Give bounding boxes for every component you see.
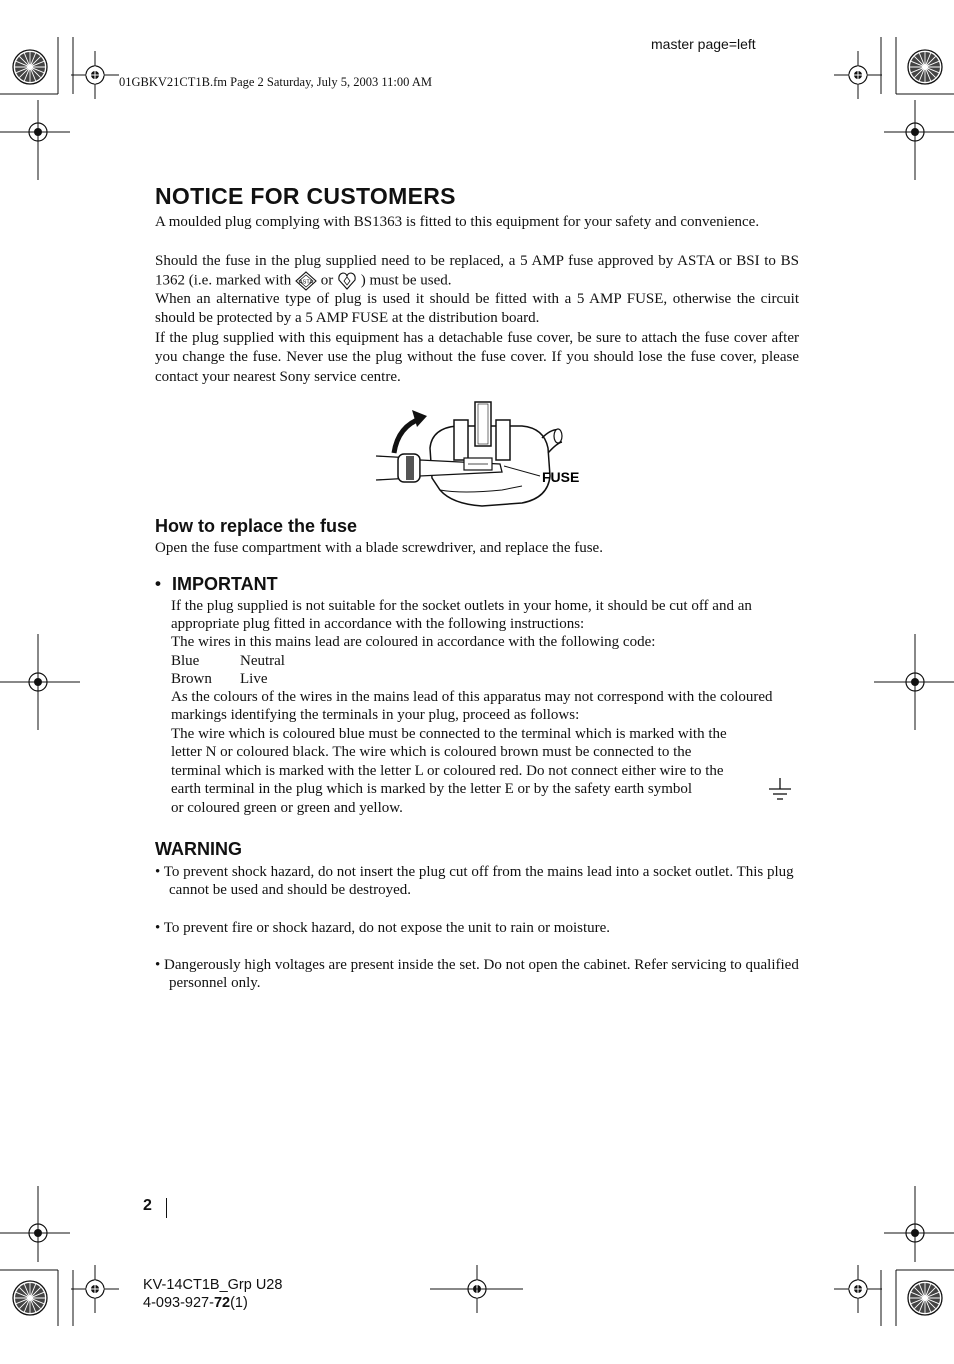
warning-item: • Dangerously high voltages are present inside the set. Do not open the cabinet. Refer servicing to qualified personnel only. [155,957,799,991]
intro-p2-or: or [320,272,334,289]
p4-line: The wire which is coloured blue must be connected to the terminal which is marked with the [171,726,727,742]
part-number: 4-093-927-72(1) [143,1295,248,1311]
model-line: KV-14CT1B_Grp U28 [143,1277,283,1293]
important-paragraph-3: As the colours of the wires in the mains lead of this apparatus may not correspond with the coloured markings identifying the terminals in your plug, proceed as follows: [171,689,773,724]
important-bullet: • [155,574,161,593]
intro-paragraph-1: A moulded plug complying with BS1363 is fitted to this equipment for your safety and convenience. [155,214,760,230]
file-info-line: 01GBKV21CT1B.fm Page 2 Saturday, July 5, 2003 11:00 AM [119,75,432,89]
warning-item: • To prevent shock hazard, do not insert the plug cut off from the mains lead into a socket outlet. This plug cannot be used and should be destroyed. [155,864,794,898]
intro-paragraph-2 [155,252,799,291]
bsi-kitemark-icon [337,271,357,291]
asta-mark-icon [295,271,317,291]
warning-item: • To prevent fire or shock hazard, do not expose the unit to rain or moisture. [155,920,611,936]
wire-colour-code-table [171,652,285,689]
important-heading: IMPORTANT [172,574,278,594]
wire-meaning: Neutral [240,653,285,669]
plug-pin-left [454,420,468,460]
page-number-divider [166,1198,167,1218]
earth-symbol-icon [767,777,793,803]
page-title: NOTICE FOR CUSTOMERS [155,183,456,209]
fuse-label: FUSE [542,469,580,485]
important-paragraph-2: The wires in this mains lead are coloured in accordance with the following code: [171,634,656,650]
wire-colour: Blue [171,653,200,669]
page-number: 2 [143,1197,152,1214]
warning-heading: WARNING [155,839,242,859]
intro-p2-after: ) must be used. [360,272,452,289]
plug-pin-earth [475,402,491,446]
wire-code-row [171,670,285,688]
model-info [143,1276,282,1312]
p4-line: or coloured green or green and yellow. [171,799,403,816]
p4-line: letter N or coloured black. The wire which is coloured brown must be connected to the [171,744,692,761]
intro-paragraph-4: If the plug supplied with this equipment has a detachable fuse cover, be sure to attach the fuse cover after you change the fuse. Never use the plug without the fuse cover. If you should lose the fuse cover, please contact your nearest Sony service centre. [155,330,799,385]
p4-line: terminal which is marked with the letter L or coloured red. Do not connect either wire to the [171,762,724,779]
p4-line: earth terminal in the plug which is marked by the letter E or by the safety earth symbol [171,780,799,798]
important-paragraph-1: If the plug supplied is not suitable for the socket outlets in your home, it should be cut off and an appropriate plug fitted in accordance with the following instructions: [171,598,752,633]
replace-fuse-heading: How to replace the fuse [155,516,358,536]
wire-meaning: Live [240,671,268,688]
intro-p2-before: Should the fuse in the plug supplied need to be replaced, a 5 AMP fuse approved by ASTA or BSI to BS 1362 (i.e. marked with [155,253,799,289]
important-paragraph-4 [171,725,799,817]
replace-fuse-text: Open the fuse compartment with a blade screwdriver, and replace the fuse. [155,540,603,556]
intro-paragraph-3: When an alternative type of plug is used it should be fitted with a 5 AMP FUSE, otherwise the circuit should be protected by a 5 AMP FUSE at the distribution board. [155,291,799,327]
svg-text:ASTA: ASTA [298,279,313,286]
wire-colour: Brown [171,671,212,688]
master-page-label: master page=left [651,36,756,52]
wire-code-row [171,652,285,670]
fuse-replacement-illustration [372,398,587,512]
plug-pin-right [496,420,510,460]
